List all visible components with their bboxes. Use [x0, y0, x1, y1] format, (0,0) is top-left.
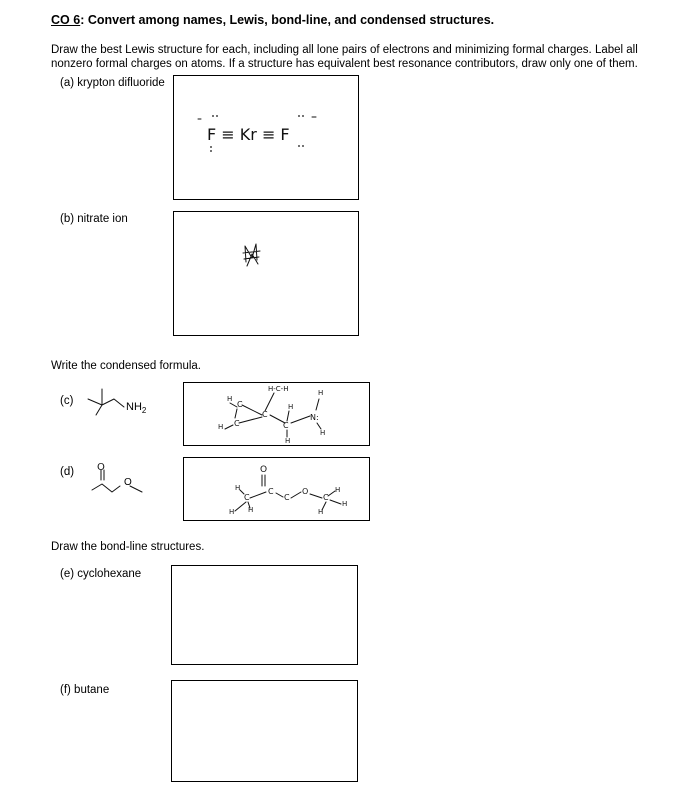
co-code: CO 6 [51, 13, 81, 27]
krf2-handwriting [195, 110, 325, 155]
question-d-label: (d) [60, 466, 75, 478]
title-text: : Convert among names, Lewis, bond-line, and condensed structures. [80, 13, 495, 27]
methyl-acetate-skeleton [86, 458, 156, 498]
question-a-label: (a) krypton difluoride [60, 77, 165, 89]
svg-text:H: H [342, 500, 348, 508]
question-b-label: (b) nitrate ion [60, 213, 128, 225]
condensed-handwriting-c [215, 385, 355, 445]
svg-text:H-C-H: H-C-H [268, 385, 289, 393]
answer-box-f[interactable] [171, 680, 358, 782]
question-e-label: (e) cyclohexane [60, 568, 142, 580]
svg-text:C: C [234, 419, 240, 428]
svg-text:C: C [237, 400, 243, 409]
svg-text:H: H [320, 429, 326, 437]
nh2-group-label [126, 401, 146, 415]
condensed-handwriting-d [220, 460, 360, 520]
svg-text:H: H [335, 486, 341, 494]
svg-text:C: C [262, 410, 268, 419]
svg-text:C: C [323, 493, 329, 502]
svg-text:H: H [248, 506, 254, 514]
svg-text:H: H [229, 508, 235, 516]
nh2-subscript: 2 [141, 406, 147, 416]
svg-text:H: H [285, 437, 291, 445]
nitrate-scribble [240, 240, 264, 270]
answer-box-e[interactable] [171, 565, 358, 665]
svg-text:H: H [318, 508, 324, 516]
page-title [51, 13, 494, 27]
svg-text:O: O [97, 462, 105, 473]
svg-text:H: H [288, 403, 294, 411]
question-c-label: (c) [60, 395, 74, 407]
svg-text:C: C [284, 493, 290, 502]
question-f-label: (f) butane [60, 684, 110, 696]
svg-text:H: H [235, 484, 241, 492]
svg-text:H: H [227, 395, 233, 403]
instructions: Draw the best Lewis structure for each, including all lone pairs of electrons and minimizing formal charges. Label all nonzero formal charges on atoms. If a structure has equivalent best resonance contributors, draw only one of them. [51, 44, 638, 70]
svg-text:C: C [244, 493, 250, 502]
svg-text:O: O [302, 487, 309, 496]
svg-text:C: C [283, 421, 289, 430]
section-condensed: Write the condensed formula. [51, 360, 202, 372]
ester-oxygen-label: O [124, 477, 132, 488]
svg-text:N:: N: [310, 413, 319, 422]
answer-box-b[interactable] [173, 211, 359, 336]
krf2-answer: F ≡ Kr ≡ F [207, 125, 290, 144]
svg-text:O: O [260, 465, 268, 475]
svg-text:H: H [318, 389, 324, 397]
nh2-n-h: NH [126, 401, 142, 413]
section-bondline: Draw the bond-line structures. [51, 541, 205, 553]
svg-text:H: H [218, 423, 224, 431]
svg-text:C: C [268, 487, 274, 496]
